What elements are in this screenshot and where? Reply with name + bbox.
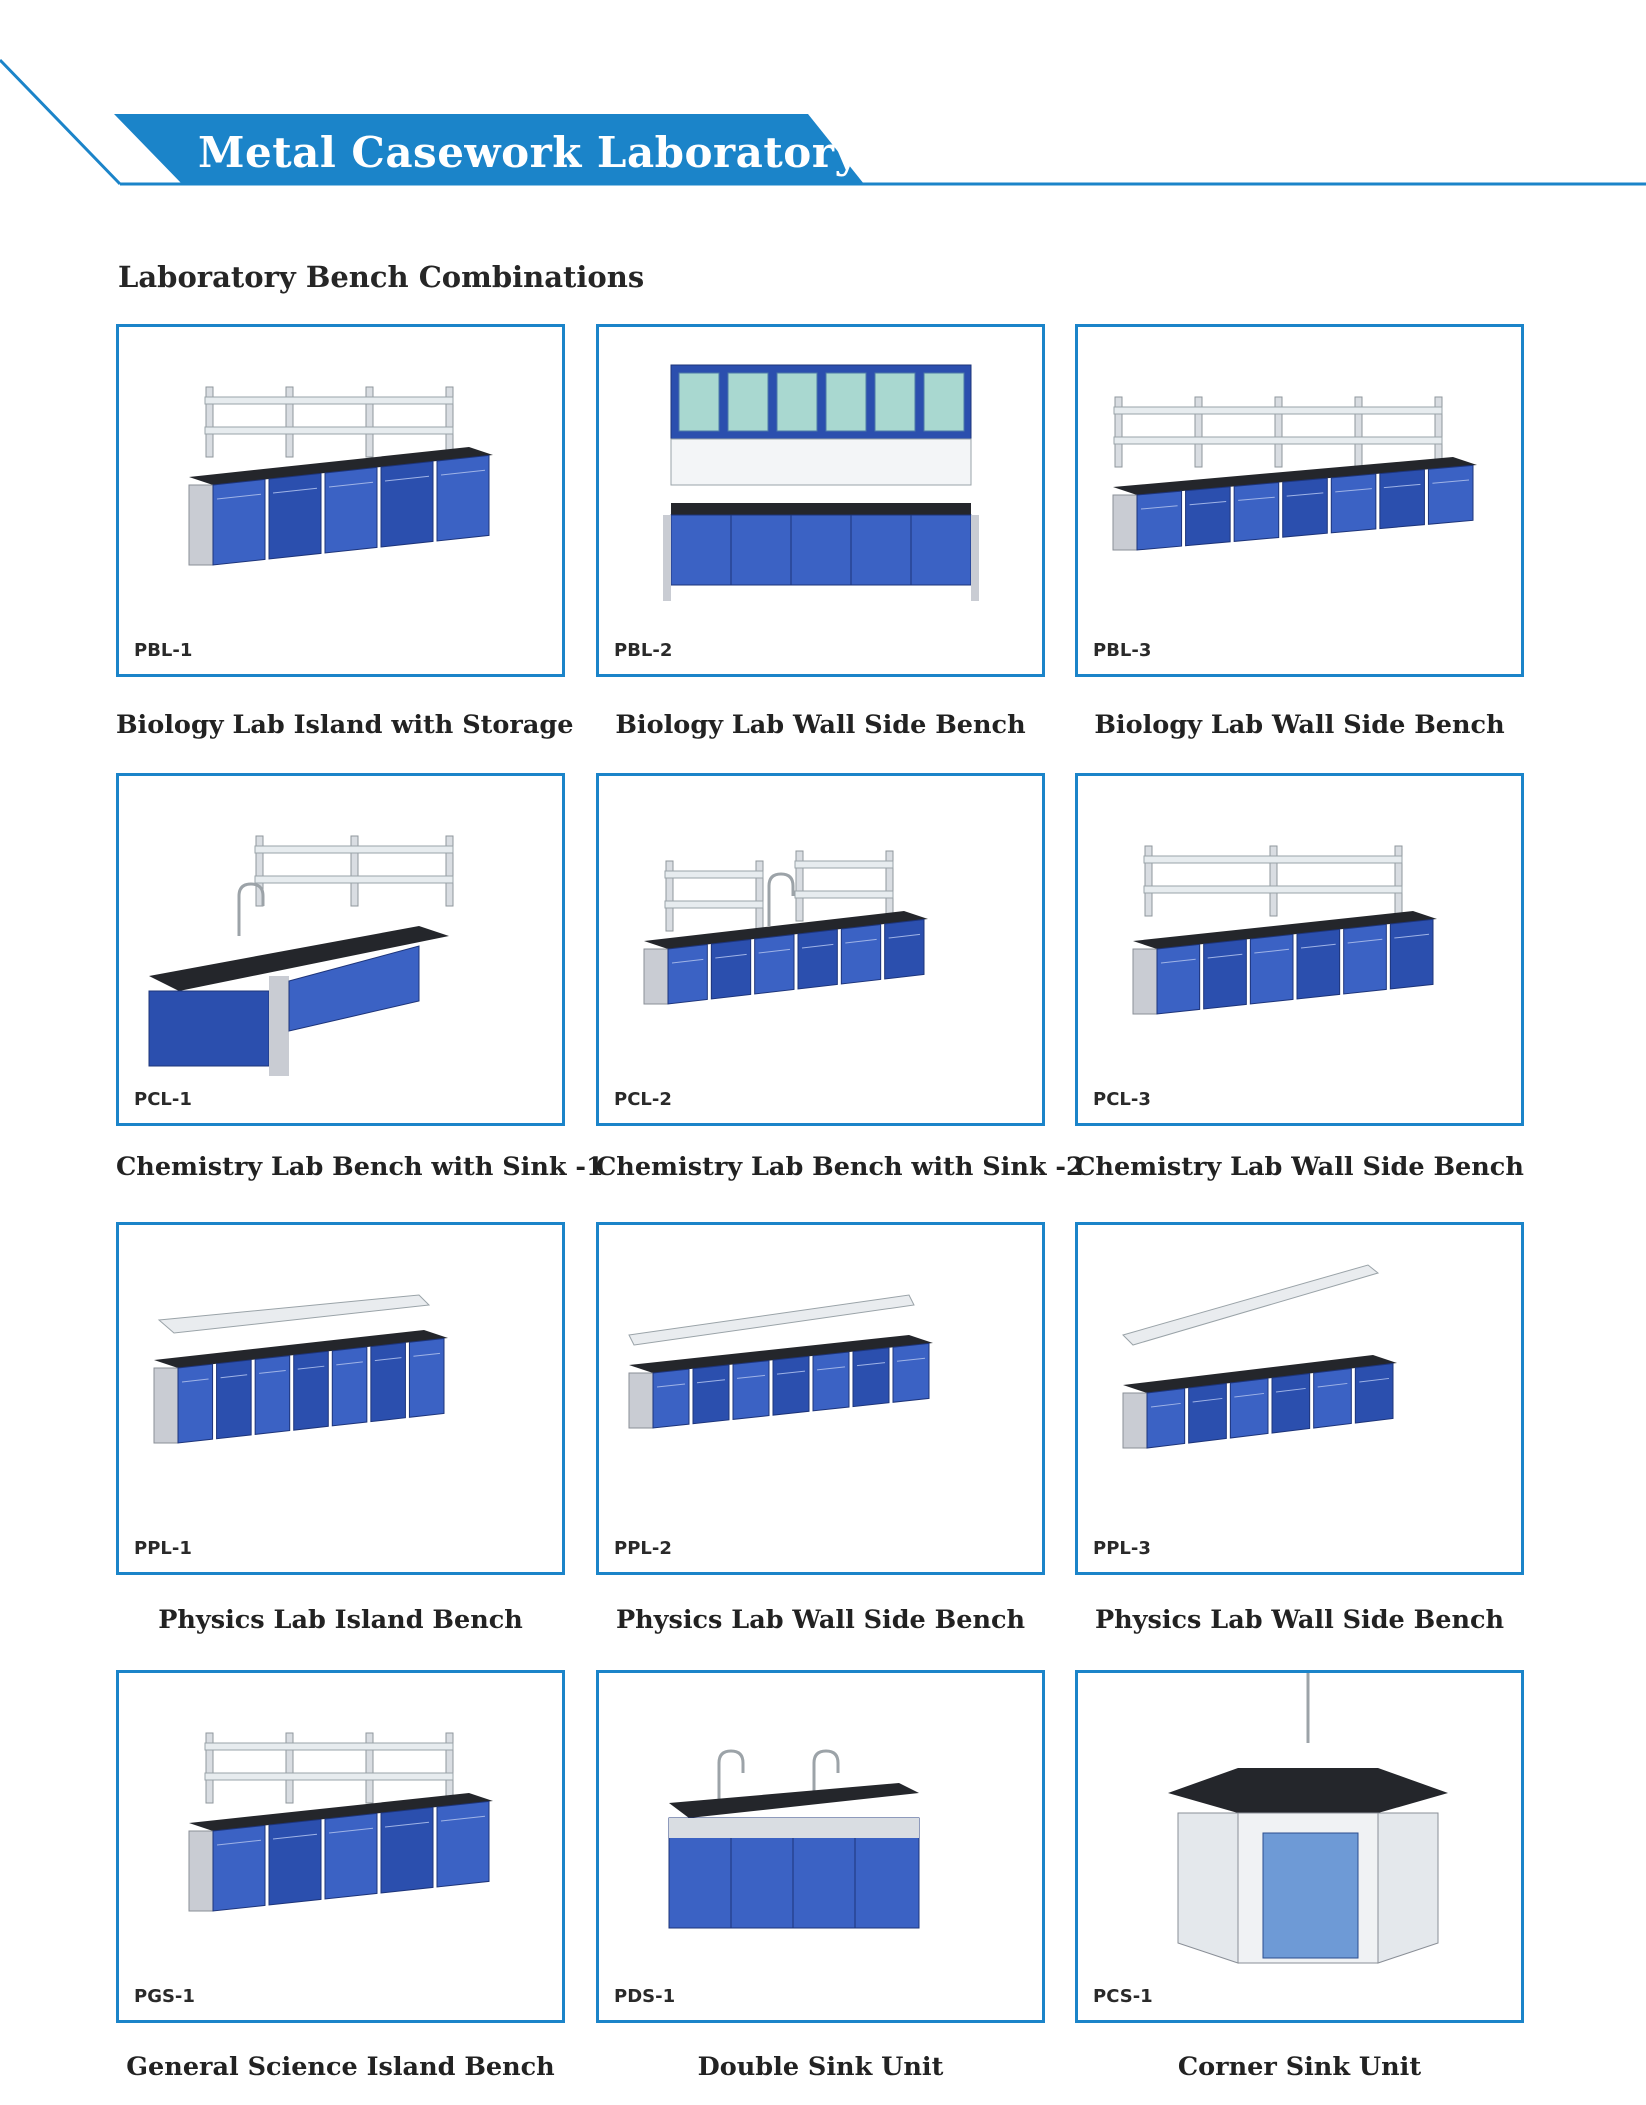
- product-code: PGS-1: [134, 1986, 195, 2007]
- product-illustration: [1078, 327, 1521, 674]
- product-card: [116, 773, 565, 1126]
- product-illustration: [599, 327, 1042, 674]
- product-card: [1075, 1670, 1524, 2023]
- product-illustration: [119, 1225, 562, 1572]
- product-illustration: [599, 776, 1042, 1123]
- product-caption: Physics Lab Island Bench: [158, 1605, 523, 1635]
- section-title: Laboratory Bench Combinations: [118, 260, 645, 294]
- product-code: PPL-3: [1093, 1538, 1151, 1559]
- product-code: PBL-3: [1093, 640, 1152, 661]
- product-caption: Corner Sink Unit: [1177, 2052, 1422, 2082]
- product-code: PBL-2: [614, 640, 673, 661]
- product-card: [116, 324, 565, 677]
- product-caption: Chemistry Lab Bench with Sink -2: [596, 1152, 1084, 1182]
- product-illustration: [1078, 1225, 1521, 1572]
- product-code: PCL-2: [614, 1089, 672, 1110]
- product-caption: Biology Lab Wall Side Bench: [1094, 710, 1505, 740]
- product-card: [1075, 324, 1524, 677]
- product-caption: General Science Island Bench: [126, 2052, 555, 2082]
- product-code: PCS-1: [1093, 1986, 1153, 2007]
- product-caption: Chemistry Lab Wall Side Bench: [1075, 1152, 1524, 1182]
- product-card: [596, 1670, 1045, 2023]
- product-illustration: [1078, 776, 1521, 1123]
- product-code: PDS-1: [614, 1986, 676, 2007]
- product-card: [116, 1222, 565, 1575]
- product-code: PCL-3: [1093, 1089, 1151, 1110]
- product-illustration: [599, 1225, 1042, 1572]
- product-card: [596, 773, 1045, 1126]
- product-card: [1075, 773, 1524, 1126]
- product-illustration: [1078, 1673, 1521, 2020]
- product-card: [116, 1670, 565, 2023]
- product-illustration: [599, 1673, 1042, 2020]
- product-code: PBL-1: [134, 640, 193, 661]
- product-card: [1075, 1222, 1524, 1575]
- product-card: [596, 1222, 1045, 1575]
- product-illustration: [119, 327, 562, 674]
- product-caption: Double Sink Unit: [697, 2052, 944, 2082]
- product-caption: Physics Lab Wall Side Bench: [1094, 1605, 1505, 1635]
- product-caption: Biology Lab Wall Side Bench: [615, 710, 1026, 740]
- product-code: PCL-1: [134, 1089, 192, 1110]
- banner-diagonal-line: [0, 60, 120, 184]
- product-card: [596, 324, 1045, 677]
- page-title: Metal Casework Laboratory: [198, 128, 860, 177]
- product-code: PPL-2: [614, 1538, 672, 1559]
- product-code: PPL-1: [134, 1538, 192, 1559]
- product-illustration: [119, 1673, 562, 2020]
- product-illustration: [119, 776, 562, 1123]
- product-caption: Chemistry Lab Bench with Sink -1: [116, 1152, 604, 1182]
- product-caption: Biology Lab Island with Storage: [116, 710, 574, 740]
- product-caption: Physics Lab Wall Side Bench: [615, 1605, 1026, 1635]
